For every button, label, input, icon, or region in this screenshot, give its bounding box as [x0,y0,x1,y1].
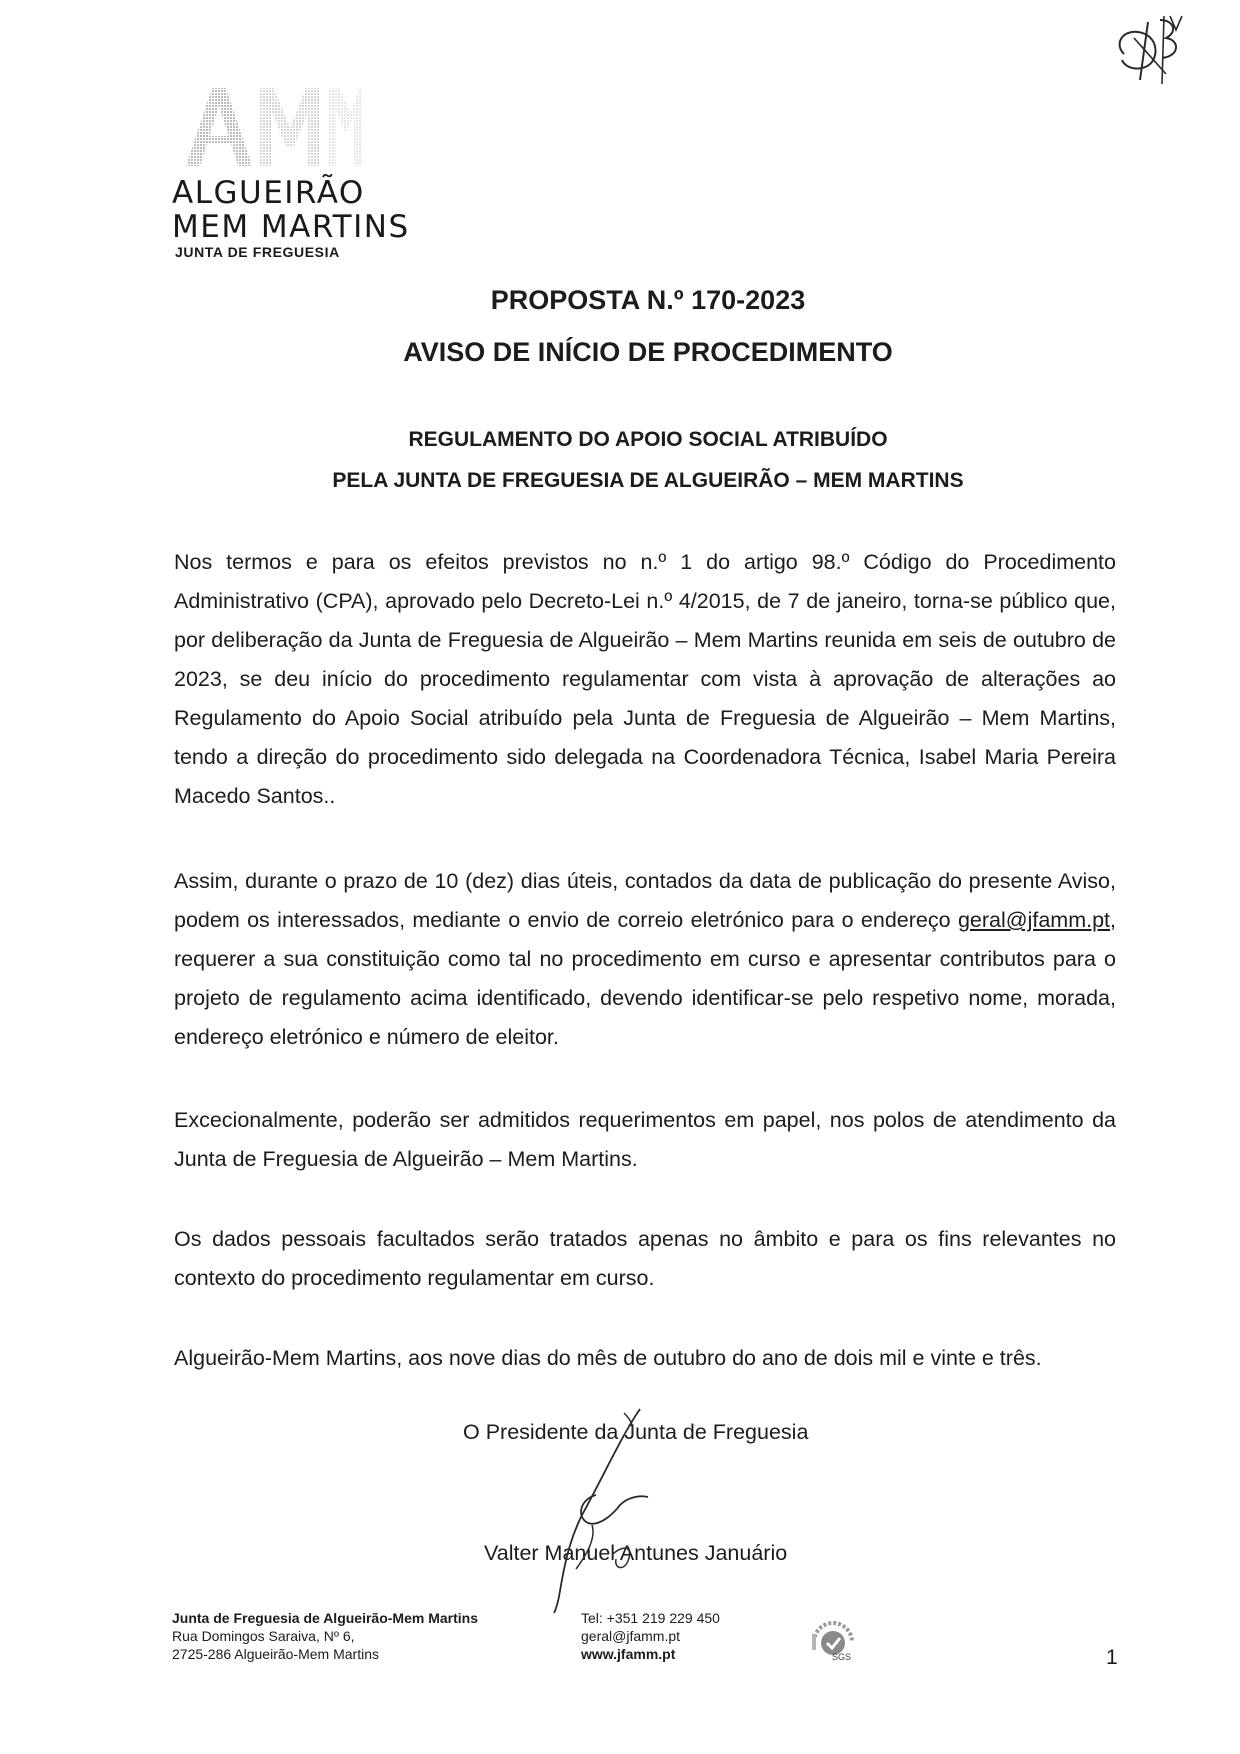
notice-title: AVISO DE INÍCIO DE PROCEDIMENTO [403,337,893,367]
logo-name-line1: ALGUEIRÃO [172,175,365,211]
proposal-number-title: PROPOSTA N.º 170-2023 [490,285,806,315]
certification-label: SGS [832,1652,852,1662]
paragraph-personal-data: Os dados pessoais facultados serão tratados apenas no âmbito e para os fins relevantes no contexto do procedimento regulamentar em curso. [174,1227,1116,1290]
footer-address [172,1609,542,1663]
logo-subtitle: JUNTA DE FREGUESIA [175,244,340,260]
footer-address-line1: Rua Domingos Saraiva, Nº 6, [172,1628,355,1644]
paragraph-text: , requerer a sua constituição como tal no procedimento em curso e apresentar contributos para o projeto de regulamento acima identificado, devendo identificar-se pelo respetivo nome, morada, endereço eletrónico e número de eleitor. [174,908,1116,1049]
signatory-name: Valter Manuel Antunes Januário [484,1541,788,1565]
logo-name-line2: MEM MARTINS [172,209,410,245]
regulation-subtitle-line1: REGULAMENTO DO APOIO SOCIAL ATRIBUÍDO [408,428,888,451]
initials-icon [1104,14,1200,86]
email-link[interactable]: geral@jfamm.pt [957,908,1111,932]
footer-address-line2: 2725-286 Algueirão-Mem Martins [172,1646,379,1662]
signatory-title: O Presidente da Junta de Freguesia [463,1420,809,1444]
paragraph-date-place: Algueirão-Mem Martins, aos nove dias do mês de outubro do ano de dois mil e vinte e três. [174,1346,1042,1370]
paragraph-submission-period [174,862,1116,1057]
signature-icon [552,1405,702,1615]
footer-org-name: Junta de Freguesia de Algueirão-Mem Martins [172,1610,478,1626]
footer-contacts [581,1609,781,1663]
page-number: 1 [1106,1646,1118,1669]
regulation-subtitle-line2: PELA JUNTA DE FREGUESIA DE ALGUEIRÃO – MEM MARTINS [332,469,964,492]
paragraph-paper-submissions: Excecionalmente, poderão ser admitidos requerimentos em papel, nos polos de atendimento da Junta de Freguesia de Algueirão – Mem Martins. [174,1108,1116,1171]
am-logo-icon [182,84,362,168]
footer-website[interactable]: www.jfamm.pt [581,1646,676,1662]
footer-phone: Tel: +351 219 229 450 [581,1610,720,1626]
org-logo [172,84,462,264]
footer-email[interactable]: geral@jfamm.pt [581,1628,681,1644]
paragraph-legal-basis: Nos termos e para os efeitos previstos no n.º 1 do artigo 98.º Código do Procedimento Administrativo (CPA), aprovado pelo Decreto-Lei n.º 4/2015, de 7 de janeiro, torna-se público que, por deliberação da Junta de Freguesia de Algueirão – Mem Martins reunida em seis de outubro de 2023, se deu início do procedimento regulamentar com vista à aprovação de alterações ao Regulamento do Apoio Social atribuído pela Junta de Freguesia de Algueirão – Mem Martins, tendo a direção do procedimento sido delegada na Coordenadora Técnica, Isabel Maria Pereira Macedo Santos.. [174,550,1116,808]
paragraph-text: Assim, durante o prazo de 10 (dez) dias úteis, contados da data de publicação do presente Aviso, podem os interessados, mediante o envio de correio eletrónico para o endereço [174,869,1116,932]
